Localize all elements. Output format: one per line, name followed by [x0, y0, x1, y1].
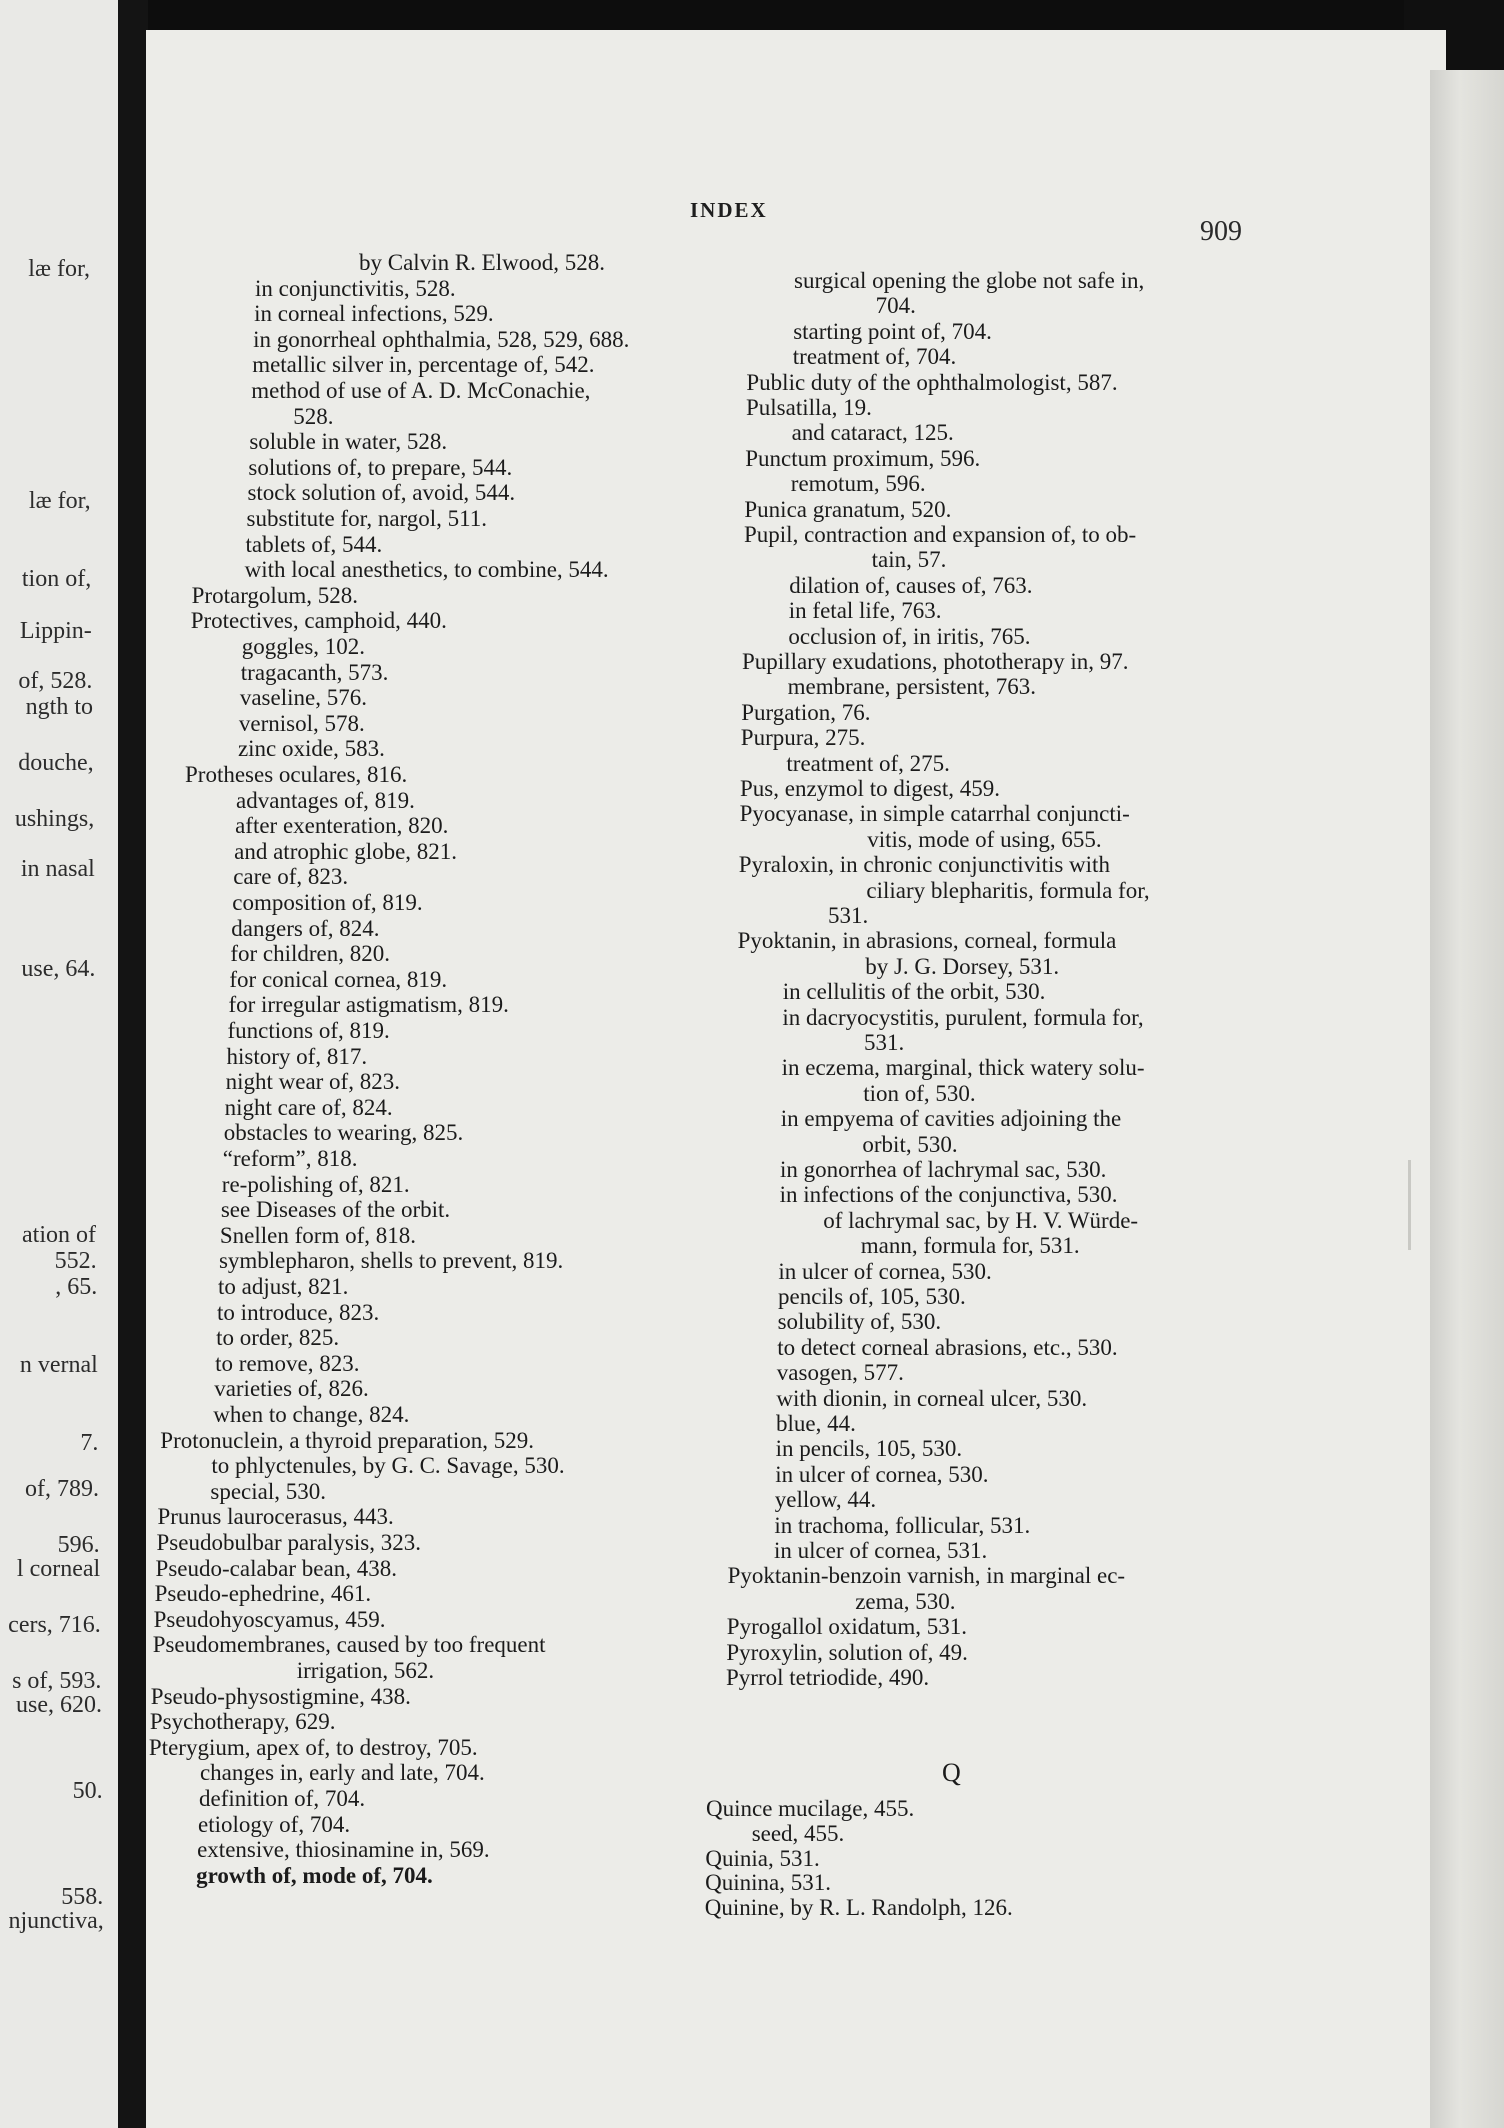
index-entry: Protonuclein, a thyroid preparation, 529.: [160, 1427, 534, 1453]
section-letter-q: Q: [942, 1758, 961, 1787]
index-entry: method of use of A. D. McConachie,: [251, 378, 591, 403]
index-entry: special, 530.: [210, 1478, 326, 1504]
index-entry: Pseudo-ephedrine, 461.: [154, 1581, 372, 1607]
index-entry: substitute for, nargol, 511.: [246, 506, 488, 531]
index-entry: in gonorrhea of lachrymal sac, 530.: [780, 1157, 1107, 1182]
index-entry: Pyoktanin, in abrasions, corneal, formula: [737, 928, 1117, 954]
previous-page-fragment: 596.: [57, 1532, 100, 1558]
index-entry: 528.: [293, 403, 334, 429]
previous-page-fragment: l corneal: [16, 1556, 101, 1582]
index-entry: Pyraloxin, in chronic conjunctivitis with: [738, 852, 1110, 878]
index-entry: Punica granatum, 520.: [744, 496, 952, 522]
index-entry: Pseudomembranes, caused by too frequent: [152, 1632, 546, 1658]
index-entry: functions of, 819.: [227, 1018, 390, 1043]
index-entry: to adjust, 821.: [218, 1274, 349, 1299]
index-entry: Pseudobulbar paralysis, 323.: [156, 1530, 421, 1555]
index-entry: with dionin, in corneal ulcer, 530.: [776, 1385, 1088, 1411]
previous-page-fragment: 552.: [54, 1248, 97, 1274]
index-entry: advantages of, 819.: [236, 787, 415, 813]
index-entry: membrane, persistent, 763.: [787, 674, 1037, 700]
index-entry: tablets of, 544.: [245, 531, 383, 557]
index-entry: solutions of, to prepare, 544.: [248, 454, 513, 480]
index-entry: tion of, 530.: [863, 1080, 976, 1106]
index-entry: 531.: [864, 1030, 905, 1055]
index-entry: in infections of the conjunctiva, 530.: [779, 1182, 1118, 1208]
index-entry: Protectives, camphoid, 440.: [190, 608, 447, 634]
index-entry: etiology of, 704.: [198, 1811, 351, 1837]
index-entry: to introduce, 823.: [217, 1299, 380, 1325]
index-entry: to detect corneal abrasions, etc., 530.: [777, 1334, 1118, 1360]
index-entry: occlusion of, in iritis, 765.: [788, 623, 1031, 649]
index-entry: Punctum proximum, 596.: [745, 445, 981, 471]
index-entry: in ulcer of cornea, 530.: [778, 1258, 992, 1284]
index-entry: Pyroxylin, solution of, 49.: [726, 1639, 968, 1665]
index-entry: 704.: [875, 293, 916, 319]
index-entry: care of, 823.: [233, 864, 349, 890]
index-entry: with local anesthetics, to combine, 544.: [244, 557, 609, 583]
index-entry: after exenteration, 820.: [235, 813, 449, 839]
index-entry: in gonorrheal ophthalmia, 528, 529, 688.: [253, 326, 630, 352]
index-entry: Pseudo-calabar bean, 438.: [155, 1555, 397, 1581]
index-entry: stock solution of, avoid, 544.: [247, 480, 516, 506]
index-entry: treatment of, 704.: [792, 344, 957, 370]
index-entry: 531.: [828, 903, 869, 928]
index-entry: starting point of, 704.: [793, 318, 992, 344]
index-entry: in ulcer of cornea, 530.: [775, 1461, 989, 1487]
index-entry: and atrophic globe, 821.: [234, 838, 458, 864]
index-entry: Purpura, 275.: [740, 725, 866, 751]
previous-page-fragment: Lippin-: [19, 618, 92, 644]
index-entry: history of, 817.: [226, 1043, 368, 1069]
index-entry: composition of, 819.: [232, 890, 423, 915]
previous-page-fragment: 558.: [61, 1884, 104, 1910]
index-entry: Quinina, 531.: [705, 1870, 831, 1896]
index-entry: Pyrogallol oxidatum, 531.: [726, 1614, 968, 1640]
index-entry: definition of, 704.: [199, 1786, 366, 1811]
index-entry: in conjunctivitis, 528.: [255, 275, 456, 301]
previous-page-fragment: use, 64.: [21, 956, 96, 982]
index-entry: Snellen form of, 818.: [219, 1222, 416, 1248]
previous-page-fragment: ngth to: [25, 694, 93, 720]
index-entry: Pus, enzymol to digest, 459.: [740, 776, 1001, 801]
index-entry: yellow, 44.: [774, 1487, 877, 1513]
index-entry: in trachoma, follicular, 531.: [774, 1512, 1031, 1538]
index-entry: Quinia, 531.: [705, 1845, 820, 1871]
index-entry: remotum, 596.: [790, 471, 926, 497]
index-entry: Pyrrol tetriodide, 490.: [726, 1665, 930, 1690]
previous-page-fragment: , 65.: [55, 1274, 98, 1300]
index-entry: Quince mucilage, 455.: [706, 1796, 915, 1821]
index-entry: dangers of, 824.: [231, 915, 380, 941]
previous-page-fragment: cers, 716.: [8, 1612, 101, 1638]
index-entry: of lachrymal sac, by H. V. Würde-: [823, 1207, 1139, 1233]
index-entry: goggles, 102.: [241, 634, 366, 659]
previous-page-fragment: ation of: [22, 1222, 96, 1248]
index-entry: in dacryocystitis, purulent, formula for,: [782, 1004, 1144, 1030]
index-entry: Protargolum, 528.: [191, 582, 358, 608]
index-entry: vernisol, 578.: [238, 710, 365, 736]
index-entry: Psychotherapy, 629.: [149, 1709, 336, 1735]
index-entry: ciliary blepharitis, formula for,: [866, 877, 1150, 903]
previous-page-fragment: n vernal: [19, 1352, 98, 1378]
index-entry: zinc oxide, 583.: [237, 736, 385, 762]
index-entry: Pyoktanin-benzoin varnish, in marginal ec-: [727, 1563, 1126, 1589]
running-header: INDEX: [690, 198, 768, 222]
index-entry: obstacles to wearing, 825.: [223, 1120, 464, 1146]
index-entry: and cataract, 125.: [791, 420, 954, 446]
previous-page-fragment: douche,: [18, 750, 94, 776]
index-entry: treatment of, 275.: [786, 750, 950, 776]
index-entry: Pseudohyoscyamus, 459.: [153, 1606, 386, 1632]
index-entry: night wear of, 823.: [225, 1069, 400, 1095]
previous-page-fragment: of, 789.: [25, 1476, 99, 1502]
index-entry: Purgation, 76.: [741, 699, 871, 725]
page-number: 909: [1200, 216, 1242, 247]
index-entry: zema, 530.: [855, 1588, 956, 1614]
index-entry: dilation of, causes of, 763.: [789, 572, 1033, 598]
index-entry: Protheses oculares, 816.: [185, 762, 408, 787]
index-entry: orbit, 530.: [862, 1131, 958, 1157]
index-entry: surgical opening the globe not safe in,: [794, 268, 1145, 293]
index-entry: in empyema of cavities adjoining the: [780, 1106, 1122, 1132]
index-entry: in ulcer of cornea, 531.: [774, 1538, 988, 1563]
index-entry: vitis, mode of using, 655.: [867, 826, 1102, 852]
index-entry: in fetal life, 763.: [788, 598, 942, 624]
index-entry: Pulsatilla, 19.: [746, 395, 872, 420]
index-entry: in eczema, marginal, thick watery solu-: [781, 1055, 1145, 1081]
index-entry: seed, 455.: [751, 1820, 845, 1846]
previous-page-fragment: ushings,: [14, 806, 95, 832]
index-entry: in corneal infections, 529.: [254, 301, 494, 327]
index-entry: tain, 57.: [871, 547, 947, 573]
index-entry: to remove, 823.: [215, 1350, 360, 1376]
index-entry: varieties of, 826.: [214, 1376, 369, 1402]
index-entry: for children, 820.: [230, 941, 391, 967]
index-entry: Pupillary exudations, phototherapy in, 97.: [742, 649, 1129, 674]
index-entry: growth of, mode of, 704.: [196, 1862, 433, 1888]
index-entry: Public duty of the ophthalmologist, 587.: [746, 369, 1118, 395]
index-entry: Quinine, by R. L. Randolph, 126.: [704, 1895, 1013, 1921]
index-entry: in pencils, 105, 530.: [775, 1436, 963, 1462]
index-entry: irrigation, 562.: [296, 1658, 435, 1683]
index-entry: by Calvin R. Elwood, 528.: [359, 250, 605, 275]
previous-page-fragment: s of, 593.: [12, 1668, 102, 1694]
index-entry: for irregular astigmatism, 819.: [228, 992, 509, 1018]
index-entry: for conical cornea, 819.: [229, 966, 448, 992]
previous-page-fragment: in nasal: [20, 856, 95, 882]
index-entry: Pterygium, apex of, to destroy, 705.: [148, 1734, 478, 1760]
index-entry: tragacanth, 573.: [240, 659, 389, 685]
previous-page-fragment: 7.: [80, 1430, 99, 1456]
index-entry: when to change, 824.: [213, 1402, 410, 1427]
index-entry: solubility of, 530.: [777, 1309, 942, 1335]
index-entry: to order, 825.: [216, 1325, 340, 1351]
index-entry: by J. G. Dorsey, 531.: [865, 953, 1060, 979]
index-entry: re-polishing of, 821.: [221, 1171, 410, 1197]
index-entry: blue, 44.: [776, 1411, 856, 1436]
index-entry: pencils of, 105, 530.: [778, 1284, 966, 1309]
index-entry: changes in, early and late, 704.: [199, 1760, 485, 1786]
previous-page-fragment: tion of,: [21, 566, 92, 592]
index-entry: vaseline, 576.: [239, 685, 367, 711]
index-entry: metallic silver in, percentage of, 542.: [252, 352, 595, 378]
index-entry: “reform”, 818.: [222, 1146, 358, 1171]
index-entry: in cellulitis of the orbit, 530.: [782, 979, 1046, 1005]
index-entry: night care of, 824.: [224, 1094, 393, 1120]
index-entry: extensive, thiosinamine in, 569.: [197, 1837, 490, 1863]
index-entry: mann, formula for, 531.: [860, 1233, 1080, 1259]
index-entry: vasogen, 577.: [776, 1360, 904, 1386]
index-entry: Pseudo-physostigmine, 438.: [150, 1683, 411, 1709]
previous-page-fragment: of, 528.: [18, 668, 93, 694]
index-entry: Pyocyanase, in simple catarrhal conjuncti-: [739, 801, 1130, 827]
previous-page-fragment: læ for,: [28, 488, 91, 514]
previous-page-fragment: 50.: [72, 1778, 103, 1804]
previous-page-fragment: njunctiva,: [8, 1908, 104, 1934]
index-entry: Pupil, contraction and expansion of, to ob-: [744, 522, 1137, 547]
index-entry: Prunus laurocerasus, 443.: [157, 1504, 394, 1530]
previous-page-fragment: use, 620.: [16, 1692, 102, 1718]
index-entry: soluble in water, 528.: [249, 429, 448, 455]
index-entry: see Diseases of the orbit.: [220, 1197, 451, 1223]
previous-page-fragment: læ for,: [28, 256, 90, 282]
index-entry: symblepharon, shells to prevent, 819.: [218, 1248, 564, 1274]
index-entry: to phlyctenules, by G. C. Savage, 530.: [211, 1453, 565, 1479]
